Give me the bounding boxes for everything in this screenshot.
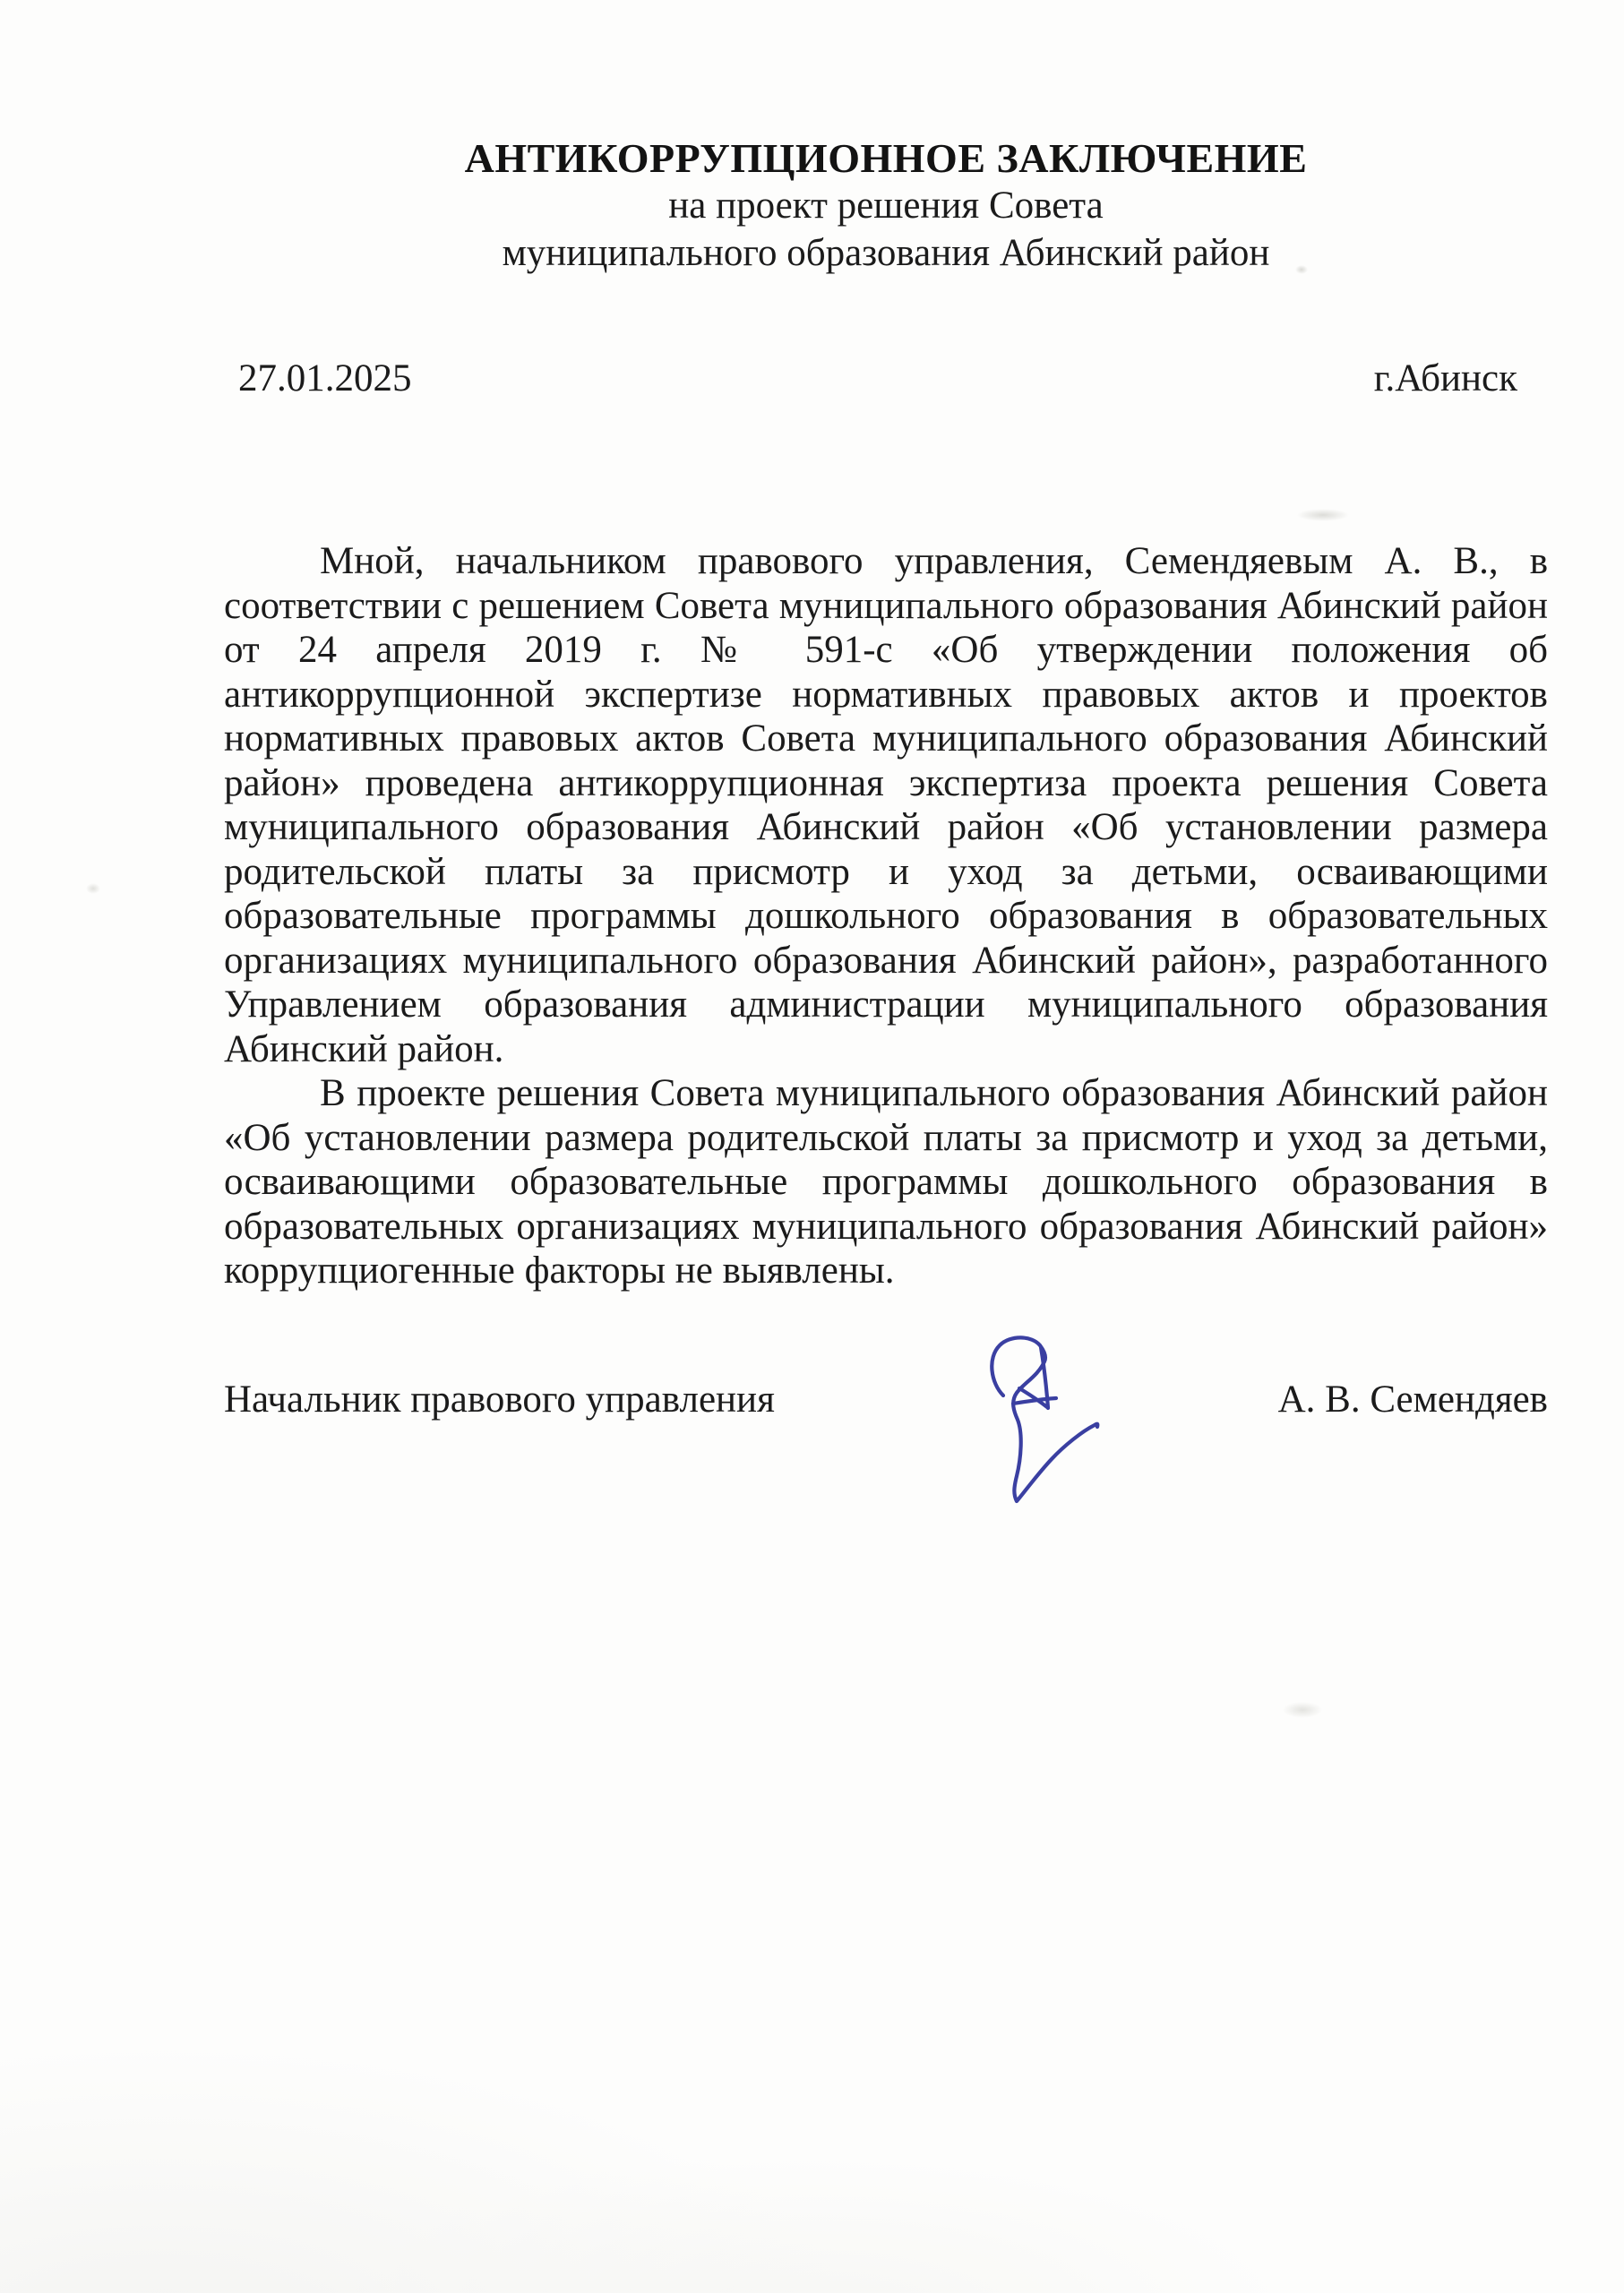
signature-row xyxy=(224,1378,1548,1422)
document-place: г.Абинск xyxy=(1373,357,1517,399)
body-line: от 24 апреля 2019 г. № 591-с «Об утверждении положения об xyxy=(224,629,1548,671)
body-line: осваивающими образовательные программы дошкольного образования в xyxy=(224,1161,1548,1203)
handwritten-signature-ink xyxy=(969,1333,1121,1525)
body-line: Мной, начальником правового управления, Семендяевым А. В., в xyxy=(320,540,1548,582)
document-subtitle-line2: муниципального образования Абинский район xyxy=(502,232,1270,274)
scan-artifact xyxy=(1297,509,1349,521)
body-line: В проекте решения Совета муниципального образования Абинский район xyxy=(320,1072,1548,1114)
body-line: Управлением образования администрации муниципального образования xyxy=(224,983,1548,1026)
body-line: нормативных правовых актов Совета муниципального образования Абинский xyxy=(224,717,1548,760)
document-title: АНТИКОРРУПЦИОННОЕ ЗАКЛЮЧЕНИЕ xyxy=(464,135,1308,181)
document-body xyxy=(224,539,1548,1293)
document-date: 27.01.2025 xyxy=(238,357,412,399)
body-line: коррупциогенные факторы не выявлены. xyxy=(224,1250,895,1292)
date-place-row xyxy=(224,356,1548,401)
document-subtitle-line1: на проект решения Совета xyxy=(668,185,1104,227)
body-line: антикоррупционной экспертизе нормативных правовых актов и проектов xyxy=(224,673,1548,716)
signer-position: Начальник правового управления xyxy=(224,1378,775,1421)
body-line: образовательные программы дошкольного образования в образовательных xyxy=(224,895,1548,937)
paragraph xyxy=(224,1071,1548,1293)
scan-artifact xyxy=(1283,1702,1322,1718)
signer-name: А. В. Семендяев xyxy=(1277,1378,1548,1421)
paragraph xyxy=(224,539,1548,1071)
scan-artifact xyxy=(86,883,100,894)
body-line: Абинский район. xyxy=(224,1027,504,1070)
body-line: муниципального образования Абинский район «Об установлении размера xyxy=(224,806,1548,848)
body-line: «Об установлении размера родительской платы за присмотр и уход за детьми, xyxy=(224,1116,1548,1159)
body-line: соответствии с решением Совета муниципального образования Абинский район xyxy=(224,584,1548,627)
body-line: родительской платы за присмотр и уход за детьми, осваивающими xyxy=(224,850,1548,893)
document-header xyxy=(224,134,1548,277)
body-line: организациях муниципального образования Абинский район», разработанного xyxy=(224,939,1548,982)
body-line: образовательных организациях муниципального образования Абинский район» xyxy=(224,1205,1548,1248)
body-line: район» проведена антикоррупционная экспертиза проекта решения Совета xyxy=(224,761,1548,804)
